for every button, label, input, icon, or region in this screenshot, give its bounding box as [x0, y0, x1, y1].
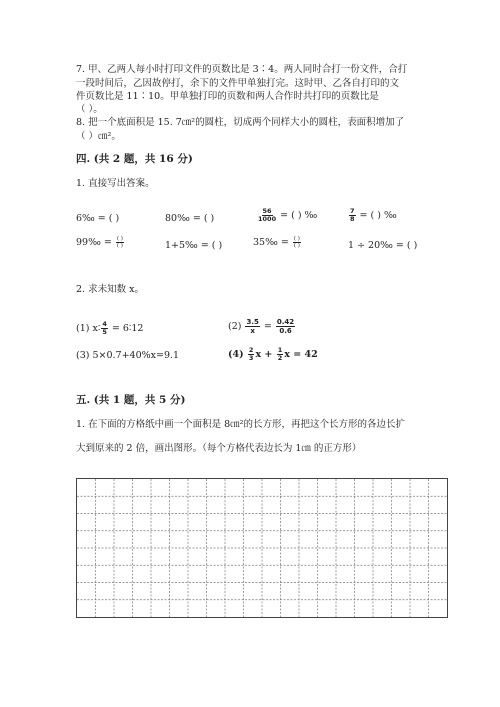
- equation-1: (1) x∶ $\frac{4}{5}$ = 6∶12: [76, 320, 144, 336]
- q7-answer-blank: （ ）。: [76, 104, 103, 115]
- fraction: $\frac{2}{3}$: [248, 346, 254, 362]
- fraction: $\frac{7}{8}$: [350, 207, 355, 223]
- fraction: $\frac{56}{1000}$: [258, 207, 277, 223]
- equation-4: (4) $\frac{2}{3}$ x + $\frac{1}{2}$ x = 42: [228, 346, 318, 362]
- grid-paper[interactable]: [76, 478, 448, 618]
- fraction: $\frac{3.5}{x}$: [246, 318, 259, 335]
- equation-2: (2) $\frac{3.5}{x}$ = $\frac{0.42}{0.6}$: [228, 318, 295, 335]
- section5-q1-line1: 1. 在下面的方格纸中画一个面积是 8㎝²的长方形，再把这个长方形的各边长扩: [76, 419, 405, 430]
- section4-title: 四. (共 2 题，共 16 分): [76, 153, 193, 165]
- q7-line3: 件页数比是 11∶10。甲单独打印的页数和两人合作时共打印的页数比是: [76, 91, 379, 102]
- section4-q2-title: 2. 求未知数 x。: [76, 284, 144, 295]
- equation-3: (3) 5×0.7+40%x=9.1: [76, 350, 180, 361]
- section4-q1-title: 1. 直接写出答案。: [76, 178, 155, 189]
- calc-2-3: 35‰ = $\frac{( )}{( )}$: [253, 236, 300, 249]
- fraction: $\frac{0.42}{0.6}$: [276, 318, 295, 335]
- q8-answer-blank: （ ）㎝²。: [76, 131, 121, 142]
- q7-line1: 7. 甲、乙两人每小时打印文件的页数比是 3∶4。两人同时合打一份文件，合打: [76, 64, 408, 75]
- grid-lines: [77, 479, 447, 617]
- calc-1-2: 80‰ = ( ): [165, 213, 215, 224]
- calc-1-3: $\frac{56}{1000}$ = ( ) ‰: [258, 207, 318, 223]
- calc-1-4: $\frac{7}{8}$ = ( ) ‰: [350, 207, 397, 223]
- section5-q1-line2: 大到原来的 2 倍，画出图形。（每个方格代表边长为 1㎝ 的正方形）: [76, 443, 362, 454]
- calc-2-1: 99‰ = $\frac{( )}{( )}$: [76, 236, 123, 249]
- section5-title: 五. (共 1 题，共 5 分): [76, 394, 186, 406]
- fraction: $\frac{1}{2}$: [277, 346, 283, 362]
- q8-line1: 8. 把一个底面积是 15. 7㎝²的圆柱，切成两个同样大小的圆柱，表面积增加了: [76, 117, 405, 128]
- calc-1-1: 6‰ = ( ): [76, 213, 120, 224]
- q7-line2: 一段时间后，乙因故停打，余下的文件甲单独打完。这时甲、乙各自打印的文: [76, 78, 400, 89]
- calc-2-2: 1+5‰ = ( ): [165, 240, 223, 251]
- fraction: $\frac{4}{5}$: [102, 320, 107, 336]
- fraction: $\frac{( )}{( )}$: [293, 236, 300, 249]
- calc-2-4: 1 ÷ 20‰ = ( ): [348, 240, 418, 251]
- fraction: $\frac{( )}{( )}$: [116, 236, 123, 249]
